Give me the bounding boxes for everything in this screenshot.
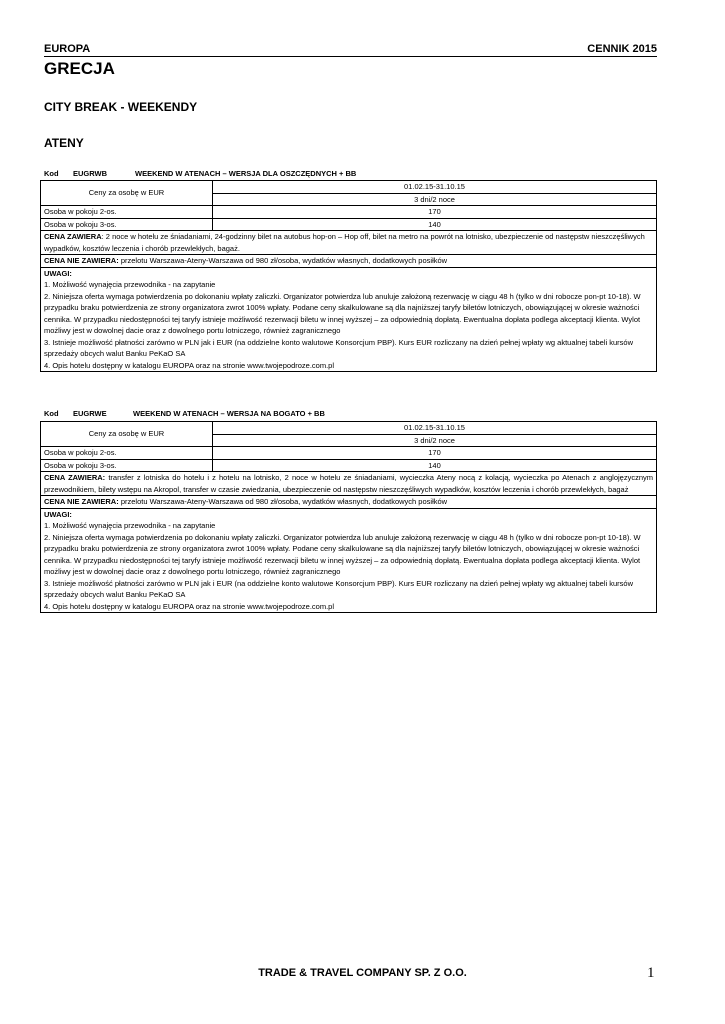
excludes-label: CENA NIE ZAWIERA: — [44, 256, 119, 265]
code-label: Kod — [44, 409, 59, 418]
room-label: Osoba w pokoju 2-os. — [41, 206, 213, 219]
note-item: 4. Opis hotelu dostępny w katalogu EUROPA oraz na stronie www.twojepodroze.com.pl — [44, 601, 335, 611]
includes-text: transfer z lotniska do hotelu i z hotelu na lotnisko, 2 noce w hotelu ze śniadaniami, wycieczka Ateny nocą z kolacją, wycieczka po Atenach z anglojęzycznym przewodnikiem, bilety wstępu na Akropol, transfer w czasie zwiedzania, ubezpieczenie od następstw nieszczęśliwych wypadków, kosztów leczenia i chorób przewlekłych, bagaż — [44, 473, 653, 494]
room-label: Osoba w pokoju 2-os. — [41, 447, 213, 460]
page-number: 1 — [647, 965, 655, 981]
includes-cell — [41, 472, 657, 496]
header-right: CENNIK 2015 — [587, 43, 657, 55]
includes-text: : 2 noce w hotelu ze śniadaniami, 24-godzinny bilet na autobus hop-on – Hop off, bilet na metro na powrót na lotnisko, ubezpieczenie od następstw nieszczęśliwych wypadków, kosztów leczenia i chorób przewlekłych, bagaż. — [44, 232, 645, 253]
price-header-cell: Ceny za osobę w EUR — [41, 422, 213, 447]
excludes-label: CENA NIE ZAWIERA: — [44, 497, 119, 506]
room-label: Osoba w pokoju 3-os. — [41, 218, 213, 231]
note-item: 3. Istnieje możliwość płatności zarówno w PLN jak i EUR (na oddzielne konto walutowe Konsorcjum PBP). Kurs EUR rozliczany na dzień pełnej wpłaty wg aktualnej tabeli kursów sprzedaży obcych walut Banku PeKaO SA — [44, 578, 634, 599]
country-title: GRECJA — [44, 59, 115, 78]
note-item: 4. Opis hotelu dostępny w katalogu EUROPA oraz na stronie www.twojepodroze.com.pl — [44, 360, 335, 370]
excludes-cell — [41, 496, 657, 509]
includes-cell — [41, 231, 657, 255]
notes-label: UWAGI: — [44, 509, 72, 519]
excludes-text: przelotu Warszawa-Ateny-Warszawa od 980 zł/osoba, wydatków własnych, dodatkowych posiłków — [118, 256, 448, 265]
period-cell: 01.02.15-31.10.15 — [213, 422, 657, 435]
offer-title: WEEKEND W ATENACH – WERSJA DLA OSZCZĘDNYCH + BB — [135, 169, 357, 178]
excludes-text: przelotu Warszawa-Ateny-Warszawa od 980 zł/osoba, wydatków własnych, dodatkowych posiłków — [118, 497, 448, 506]
price-row — [41, 206, 657, 219]
note-item: 2. Niniejsza oferta wymaga potwierdzenia po dokonaniu wpłaty zaliczki. Organizator potwierdza lub anuluje założoną rezerwację w ciągu 48 h (tylko w dni robocze pon-pt 10-18). W przypadku braku potwierdzenia ze strony organizatora zwrot 100% wpłaty. Podane ceny skalkulowane są dla najniższej taryfy biletów lotniczych, obowiązującej w okresie ważności cennika. W przypadku niedostępności tej taryfy istnieje możliwość rezerwacji biletu w innej wyższej – za odpowiednią dopłatą. Ewentualna dopłata podlega akceptacji klienta. Wylot możliwy jest w dowolnej dacie oraz z dowolnego portu lotniczego, również zagranicznego — [44, 291, 641, 335]
room-price: 140 — [213, 459, 657, 472]
includes-label: CENA ZAWIERA: — [44, 473, 106, 482]
section-title: CITY BREAK - WEEKENDY — [44, 100, 198, 114]
room-price: 170 — [213, 447, 657, 460]
header-left: EUROPA — [44, 43, 91, 55]
footer-company: TRADE & TRAVEL COMPANY SP. Z O.O. — [258, 967, 467, 979]
room-price: 170 — [213, 206, 657, 219]
room-label: Osoba w pokoju 3-os. — [41, 459, 213, 472]
room-price: 140 — [213, 218, 657, 231]
price-row — [41, 447, 657, 460]
code-label: Kod — [44, 169, 59, 178]
includes-label: CENA ZAWIERA — [44, 232, 102, 241]
offer-title: WEEKEND W ATENACH – WERSJA NA BOGATO + BB — [133, 409, 325, 418]
page-header — [44, 43, 657, 57]
note-item: 3. Istnieje możliwość płatności zarówno w PLN jak i EUR (na oddzielne konto walutowe Konsorcjum PBP). Kurs EUR rozliczany na dzień pełnej wpłaty wg aktualnej tabeli kursów sprzedaży obcych walut Banku PeKaO SA — [44, 337, 634, 358]
offer-table — [40, 421, 657, 613]
city-title: ATENY — [44, 136, 84, 150]
notes-cell — [41, 508, 657, 613]
note-item: 2. Niniejsza oferta wymaga potwierdzenia po dokonaniu wpłaty zaliczki. Organizator potwierdza lub anuluje założoną rezerwację w ciągu 48 h (tylko w dni robocze pon-pt 10-18). W przypadku braku potwierdzenia ze strony organizatora zwrot 100% wpłaty. Podane ceny skalkulowane są dla najniższej taryfy biletów lotniczych, obowiązującej w okresie ważności cennika. W przypadku niedostępności tej taryfy istnieje możliwość rezerwacji biletu w innej wyższej – za odpowiednią dopłatą. Ewentualna dopłata podlega akceptacji klienta. Wylot możliwy jest w dowolnej dacie oraz z dowolnego portu lotniczego, również zagranicznego — [44, 532, 641, 576]
offer-code: EUGRWB — [73, 169, 108, 178]
offer-code: EUGRWE — [73, 409, 107, 418]
notes-cell — [41, 267, 657, 372]
duration-cell: 3 dni/2 noce — [213, 434, 657, 447]
notes-label: UWAGI: — [44, 268, 72, 278]
price-row — [41, 459, 657, 472]
offer-table — [40, 180, 657, 372]
excludes-cell — [41, 255, 657, 268]
note-item: 1. Możliwość wynajęcia przewodnika - na zapytanie — [44, 521, 216, 530]
duration-cell: 3 dni/2 noce — [213, 193, 657, 206]
price-header-cell: Ceny za osobę w EUR — [41, 181, 213, 206]
price-row — [41, 218, 657, 231]
period-cell: 01.02.15-31.10.15 — [213, 181, 657, 194]
note-item: 1. Możliwość wynajęcia przewodnika - na zapytanie — [44, 280, 216, 289]
